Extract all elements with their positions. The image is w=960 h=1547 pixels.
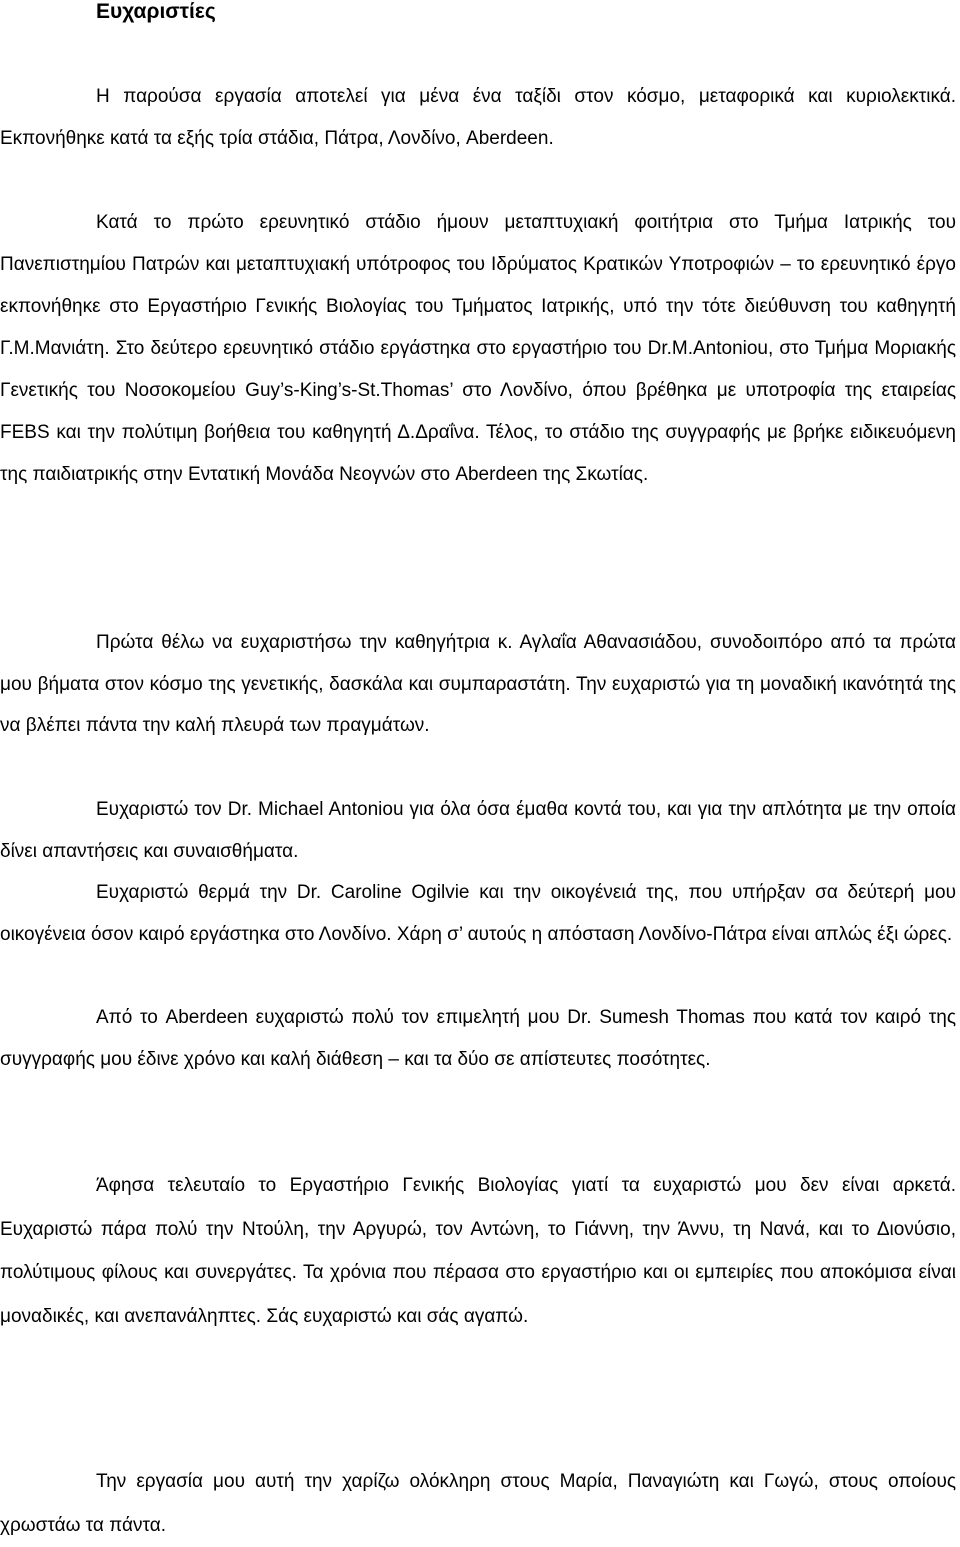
paragraph-thanks-antoniou: Ευχαριστώ τον Dr. Michael Antoniou για όλα όσα έμαθα κοντά του, και για την απλότητα με την οποία δίνει απαντήσεις και συναισθήματα. [0,799,956,862]
page-title: Ευχαριστίες [96,0,216,23]
paragraph-intro: Η παρούσα εργασία αποτελεί για μένα ένα ταξίδι στον κόσμο, μεταφορικά και κυριολεκτικά. Εκπονήθηκε κατά τα εξής τρία στάδια, Πάτρα, Λονδίνο, Aberdeen. [0,86,956,149]
paragraph-thanks-ogilvie: Ευχαριστώ θερμά την Dr. Caroline Ogilvie και την οικογένειά της, που υπήρξαν σα δεύτερή μου οικογένεια όσον καιρό εργάστηκα στο Λονδίνο. Χάρη σ’ αυτούς η απόσταση Λονδίνο-Πάτρα είναι απλώς έξι ώρες. [0,882,956,945]
paragraph-research-stages: Κατά το πρώτο ερευνητικό στάδιο ήμουν μεταπτυχιακή φοιτήτρια στο Τμήμα Ιατρικής του Πανεπιστημίου Πατρών και μεταπτυχιακή υπότροφος του Ιδρύματος Κρατικών Υποτροφιών – το ερευνητικό έργο εκπονήθηκε στο Εργαστήριο Γενικής Βιολογίας του Τμήματος Ιατρικής, υπό την τότε διεύθυνση του καθηγητή Γ.Μ.Μανιάτη. Στο δεύτερο ερευνητικό στάδιο εργάστηκα στο εργαστήριο του Dr.M.Antoniou, στο Τμήμα Μοριακής Γενετικής του Νοσοκομείου Guy’s-King’s-St.Thomas’ στο Λονδίνο, όπου βρέθηκα με υποτροφία της εταιρείας FEBS και την πολύτιμη βοήθεια του καθηγητή Δ.Δραΐνα. Τέλος, το στάδιο της συγγραφής με βρήκε ειδικευόμενη της παιδιατρικής στην Εντατική Μονάδα Νεογνών στο Aberdeen της Σκωτίας. [0,212,956,485]
paragraph-thanks-thomas: Από το Aberdeen ευχαριστώ πολύ τον επιμελητή μου Dr. Sumesh Thomas που κατά τον καιρό της συγγραφής μου έδινε χρόνο και καλή διάθεση – και τα δύο σε απίστευτες ποσότητες. [0,1007,956,1070]
paragraph-dedication: Την εργασία μου αυτή την χαρίζω ολόκληρη στους Μαρία, Παναγιώτη και Γωγώ, στους οποίους χρωστάω τα πάντα. [0,1471,956,1536]
paragraph-thanks-lab: Άφησα τελευταίο το Εργαστήριο Γενικής Βιολογίας γιατί τα ευχαριστώ μου δεν είναι αρκετά. Ευχαριστώ πάρα πολύ την Ντούλη, την Αργυρώ, τον Αντώνη, το Γιάννη, την Άννυ, τη Νανά, και το Διονύσιο, πολύτιμους φίλους και συνεργάτες. Τα χρόνια που πέρασα στο εργαστήριο και οι εμπειρίες που αποκόμισα είναι μοναδικές, και ανεπανάληπτες. Σάς ευχαριστώ και σάς αγαπώ. [0,1175,956,1327]
paragraph-thanks-supervisor: Πρώτα θέλω να ευχαριστήσω την καθηγήτρια κ. Αγλαΐα Αθανασιάδου, συνοδοιπόρο από τα πρώτα μου βήματα στον κόσμο της γενετικής, δασκάλα και συμπαραστάτη. Την ευχαριστώ για τη μοναδική ικανότητά της να βλέπει πάντα την καλή πλευρά των πραγμάτων. [0,632,956,736]
